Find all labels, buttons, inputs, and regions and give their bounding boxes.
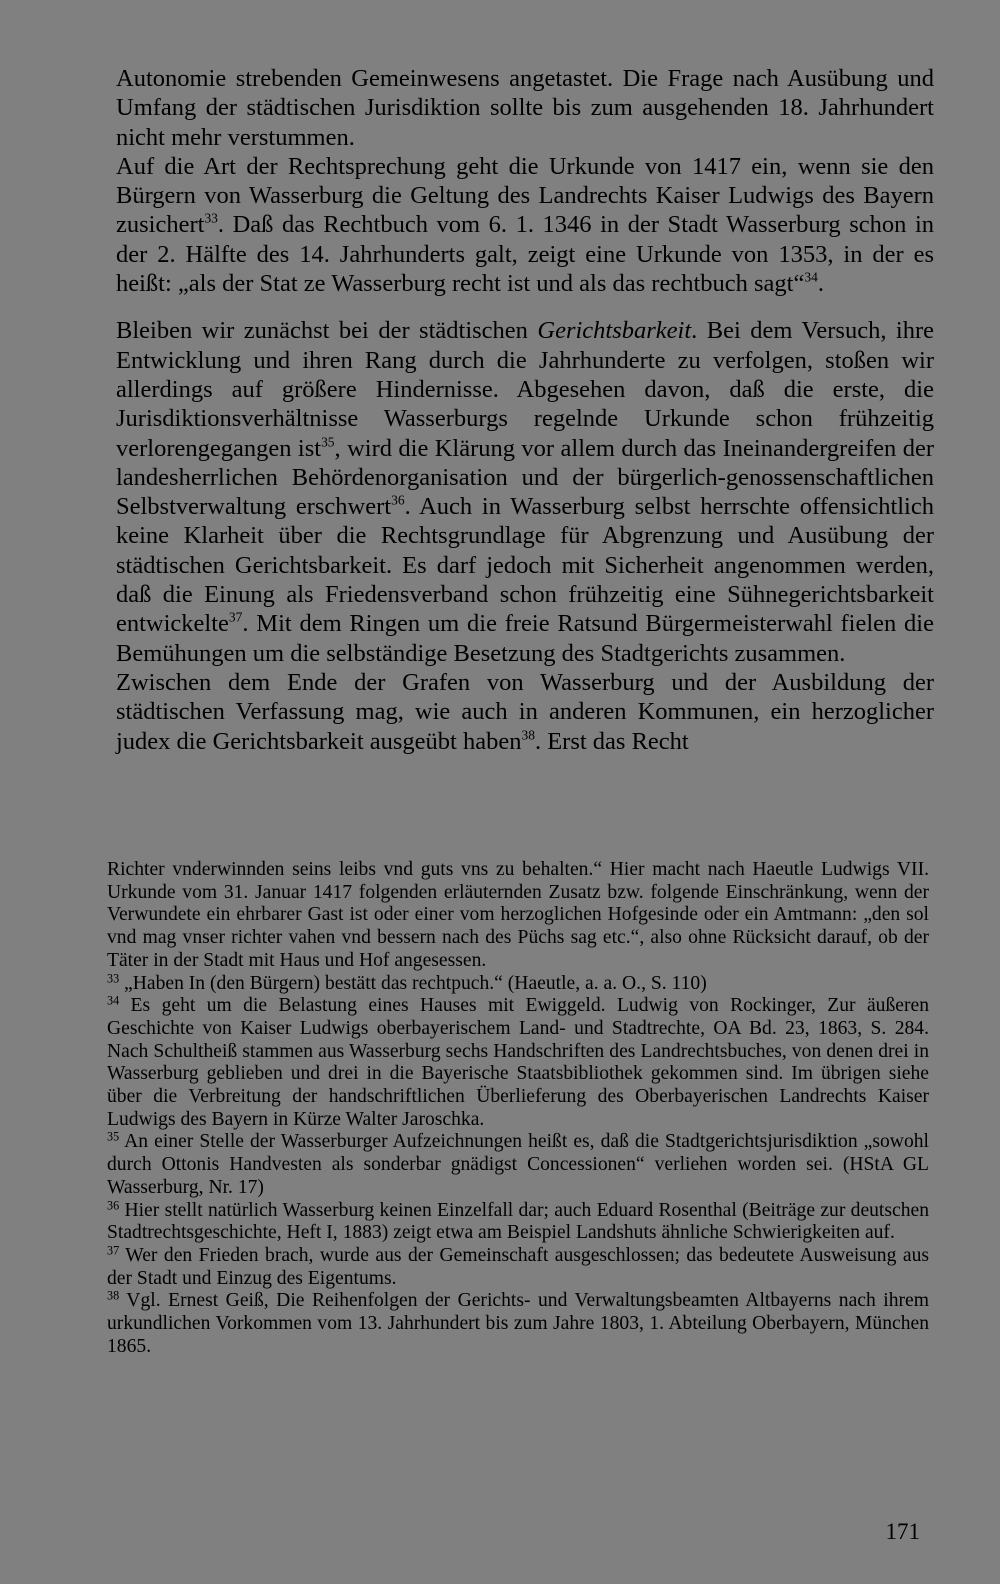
- paragraph-1: Autonomie strebenden Gemeinwesens angetastet. Die Frage nach Ausübung und Umfang der städtischen Jurisdiktion sollte bis zum ausgehenden 18. Jahrhundert nicht mehr verstummen.: [116, 65, 934, 151]
- footnote-ref-35: 35: [321, 434, 335, 450]
- footnote-ref-36: 36: [391, 492, 405, 508]
- footnote-34: $^{34}$ Es geht um die Belastung eines Hauses mit Ewiggeld. Ludwig von Rockinger, Zur äußeren Geschichte von Kaiser Ludwigs oberbayerischem Land- und Stadtrechte, OA Bd. 23, 1863, S. 284. Nach Schultheiß stammen aus Wasserburg sechs Handschriften des Landrechtsbuches, von denen drei in Wasserburg geblieben und drei in die Bayerische Staatsbibliothek gekommen sind. Im übrigen siehe über die Verbreitung der handschriftlichen Überlieferung des Oberbayerischen Landrechts Kaiser Ludwigs des Bayern in Kürze Walter Jaroschka.: [107, 993, 929, 1130]
- footnote-37: $^{37}$ Wer den Frieden brach, wurde aus der Gemeinschaft ausgeschlossen; das bedeutete Ausweisung aus der Stadt und Einzug des Eigentums.: [107, 1243, 929, 1289]
- paragraph-4: Zwischen dem Ende der Grafen von Wasserburg und der Ausbildung der städtischen Verfassung mag, wie auch in anderen Kommunen, ein herzoglicher judex die Gerichtsbarkeit ausgeübt haben$^{38}$. Erst das Recht: [116, 668, 934, 755]
- footnote-number: 34: [107, 993, 120, 1008]
- paragraph-3: Bleiben wir zunächst bei der städtischen Gerichtsbarkeit. Bei dem Versuch, ihre Entwicklung und ihren Rang durch die Jahrhunderte zu verfolgen, stoßen wir allerdings auf größere Hindernisse. Abgesehen davon, daß die erste, die Jurisdiktionsverhältnisse Wasserburgs regelnde Urkunde schon frühzeitig verlorengegangen ist$^{35}$, wird die Klärung vor allem durch das Ineinandergreifen der landesherrlichen Behördenorganisation und der bürgerlich-genossenschaftlichen Selbstverwaltung erschwert$^{36}$. Auch in Wasserburg selbst herrschte offensichtlich keine Klarheit über die Rechtsgrundlage für Abgrenzung und Ausübung der städtischen Gerichtsbarkeit. Es darf jedoch mit Sicherheit angenommen werden, daß die Einung als Friedensverband schon frühzeitig eine Sühnegerichtsbarkeit entwickelte$^{37}$. Mit dem Ringen um die freie Ratsund Bürgermeisterwahl fielen die Bemühungen um die selbständige Besetzung des Stadtgerichts zusammen.: [116, 317, 934, 667]
- footnote-35: $^{35}$ An einer Stelle der Wasserburger Aufzeichnungen heißt es, daß die Stadtgerichtsjurisdiktion „sowohl durch Ottonis Handvesten als sonderbar gnädigst Concessionen“ verliehen worden sei. (HStA GL Wasserburg, Nr. 17): [107, 1129, 929, 1198]
- footnotes: [107, 859, 929, 1358]
- footnote-36: $^{36}$ Hier stellt natürlich Wasserburg keinen Einzelfall dar; auch Eduard Rosenthal (Beiträge zur deutschen Stadtrechtsgeschichte, Heft I, 1883) zeigt etwa am Beispiel Landshuts ähnliche Schwierigkeiten auf.: [107, 1197, 929, 1244]
- footnote-number: 36: [107, 1197, 120, 1212]
- emphasis-gerichtsbarkeit: Gerichtsbarkeit: [537, 317, 692, 345]
- footnote-ref-37: 37: [228, 609, 243, 625]
- footnote-38: $^{38}$ Vgl. Ernest Geiß, Die Reihenfolgen der Gerichts- und Verwaltungsbeamten Altbayerns nach ihrem urkundlichen Vorkommen vom 13. Jahrhundert bis zum Jahre 1803, 1. Abteilung Oberbayern, München 1865.: [107, 1288, 929, 1357]
- main-text: [116, 64, 934, 756]
- footnote-ref-33: 33: [204, 211, 218, 227]
- footnote-ref-38: 38: [521, 727, 535, 743]
- footnote-ref-34: 34: [804, 269, 818, 285]
- footnote-number: 37: [107, 1243, 120, 1258]
- footnote-33: $^{33}$ „Haben In (den Bürgern) bestätt das rechtpuch.“ (Haeutle, a. a. O., S. 110): [107, 970, 707, 994]
- paragraph-2: Auf die Art der Rechtsprechung geht die Urkunde von 1417 ein, wenn sie den Bürgern von Wasserburg die Geltung des Landrechts Kaiser Ludwigs des Bayern zusichert$^{33}$. Daß das Rechtbuch vom 6. 1. 1346 in der Stadt Wasserburg schon in der 2. Hälfte des 14. Jahrhunderts galt, zeigt eine Urkunde von 1353, in der es heißt: „als der Stat ze Wasserburg recht ist und als das rechtbuch sagt“$^{34}$.: [116, 152, 934, 298]
- page-number: 171: [885, 1519, 920, 1544]
- footnote-number: 38: [107, 1288, 120, 1303]
- footnote-number: 35: [107, 1129, 120, 1144]
- footnote-number: 33: [107, 970, 120, 985]
- footnote-continuation: Richter vnderwinnden seins leibs vnd guts vns zu behalten.“ Hier macht nach Haeutle Ludwigs VII. Urkunde vom 31. Januar 1417 folgenden erläuternden Zusatz bzw. folgende Einschränkung, wenn der Verwundete ein ehrbarer Gast ist oder einer vom herzoglichen Hofgesinde oder ein Amtmann: „den sol vnd mag vnser richter vahen vnd bessern nach des Püchs sag etc.“, also ohne Rücksicht darauf, ob der Täter in der Stadt mit Haus und Hof angesessen.: [107, 859, 929, 971]
